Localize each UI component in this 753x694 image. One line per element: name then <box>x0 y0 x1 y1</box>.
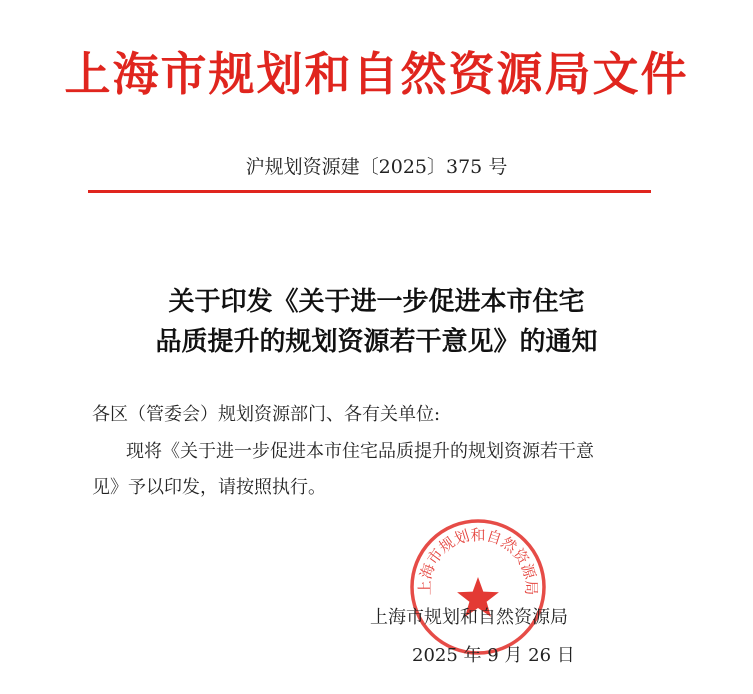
seal-text: 上海市规划和自然资源局 <box>415 525 541 596</box>
notice-title <box>0 282 753 362</box>
official-seal-stamp <box>408 517 548 657</box>
notice-body-line-1: 现将《关于进一步促进本市住宅品质提升的规划资源若干意 <box>126 441 594 462</box>
document-header-title: 上海市规划和自然资源局文件 <box>64 47 689 101</box>
notice-title-line-1: 关于印发《关于进一步促进本市住宅 <box>168 287 585 317</box>
notice-body-line-2: 见》予以印发，请按照执行。 <box>92 477 326 498</box>
issuer-name: 上海市规划和自然资源局 <box>370 607 568 628</box>
issue-date: 2025 年 9 月 26 日 <box>412 645 575 666</box>
notice-body <box>92 434 672 506</box>
document-number: 沪规划资源建〔2025〕375 号 <box>245 156 508 178</box>
addressee-line: 各区（管委会）规划资源部门、各有关单位: <box>92 404 441 425</box>
notice-title-line-2: 品质提升的规划资源若干意见》的通知 <box>155 327 598 357</box>
red-divider-line <box>88 190 651 193</box>
